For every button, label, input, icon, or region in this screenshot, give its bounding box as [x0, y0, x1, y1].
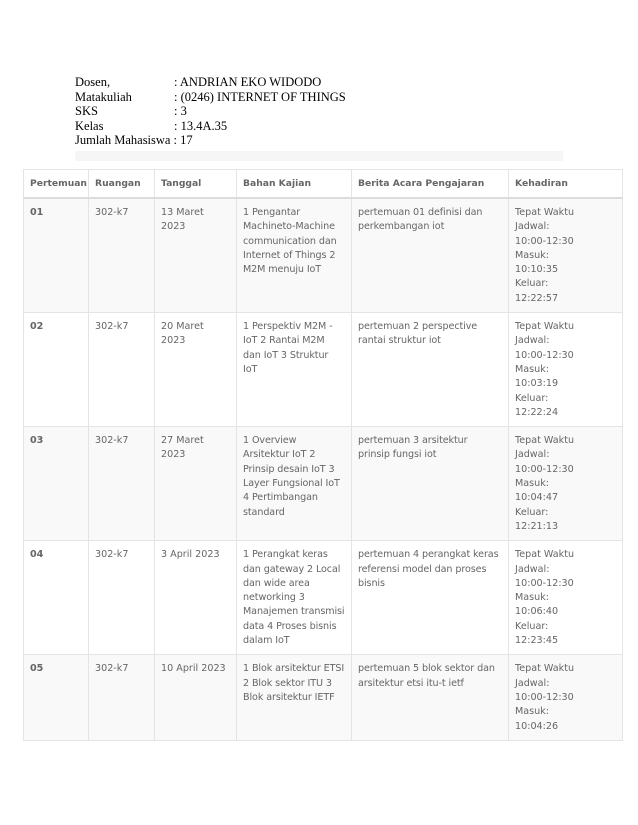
header-row-dosen — [75, 75, 346, 90]
pertemuan-cell: 03 — [24, 427, 89, 541]
kehadiran-line: 10:00-12:30 — [515, 463, 574, 475]
dosen-value: : ANDRIAN EKO WIDODO — [174, 75, 322, 89]
header-row-matakuliah — [75, 90, 346, 105]
bahan-kajian-cell: 1 Overview Arsitektur IoT 2 Prinsip desain IoT 3 Layer Fungsional IoT 4 Pertimbangan standard — [237, 427, 352, 541]
ruangan-cell: 302-k7 — [89, 198, 155, 313]
kehadiran-line: Jadwal: — [515, 563, 550, 575]
jumlah-value: : 17 — [173, 133, 193, 148]
kehadiran-line: 10:00-12:30 — [515, 349, 574, 361]
jumlah-label: Jumlah Mahasiswa — [75, 133, 171, 148]
kehadiran-line: Keluar: — [515, 392, 549, 404]
kehadiran-line: Jadwal: — [515, 449, 550, 461]
kehadiran-line: Jadwal: — [515, 221, 550, 233]
pertemuan-cell: 02 — [24, 313, 89, 427]
col-header-ruangan: Ruangan — [89, 170, 155, 199]
bahan-kajian-cell: 1 Perangkat keras dan gateway 2 Local dan wide area networking 3 Manajemen transmisi data 4 Proses bisnis dalam IoT — [237, 541, 352, 655]
kehadiran-line: Keluar: — [515, 506, 549, 518]
header-row-jumlah — [75, 133, 346, 148]
kehadiran-line: Jadwal: — [515, 335, 550, 347]
berita-acara-cell: pertemuan 4 perangkat keras referensi model dan proses bisnis — [352, 541, 509, 655]
ruangan-cell: 302-k7 — [89, 427, 155, 541]
kehadiran-line: Keluar: — [515, 620, 549, 632]
berita-acara-cell: pertemuan 2 perspective rantai struktur iot — [352, 313, 509, 427]
kehadiran-cell — [509, 655, 623, 740]
kehadiran-line: 10:06:40 — [515, 606, 559, 618]
table-row — [24, 427, 623, 541]
kehadiran-line: 10:04:47 — [515, 492, 559, 504]
bahan-kajian-cell: 1 Perspektiv M2M - IoT 2 Rantai M2M dan IoT 3 Struktur IoT — [237, 313, 352, 427]
kehadiran-cell — [509, 427, 623, 541]
pertemuan-cell: 04 — [24, 541, 89, 655]
kehadiran-line: 12:22:24 — [515, 406, 559, 418]
kelas-value: : 13.4A.35 — [174, 118, 228, 133]
kehadiran-line: Tepat Waktu — [515, 321, 575, 333]
pertemuan-cell: 05 — [24, 655, 89, 740]
bahan-kajian-cell: 1 Pengantar Machineto-Machine communication dan Internet of Things 2 M2M menuju IoT — [237, 198, 352, 313]
table-body — [24, 198, 623, 740]
pertemuan-cell: 01 — [24, 198, 89, 313]
kehadiran-line: Tepat Waktu — [515, 207, 575, 218]
tanggal-cell: 27 Maret 2023 — [155, 427, 237, 541]
kehadiran-line: 10:04:26 — [515, 720, 559, 732]
table-row — [24, 198, 623, 313]
kehadiran-cell — [509, 313, 623, 427]
tanggal-cell: 3 April 2023 — [155, 541, 237, 655]
kehadiran-line: 10:00-12:30 — [515, 577, 574, 589]
matakuliah-value: : (0246) INTERNET OF THINGS — [174, 89, 346, 104]
sks-label: SKS — [75, 104, 98, 119]
kehadiran-line: Masuk: — [515, 592, 550, 604]
col-header-tanggal: Tanggal — [155, 170, 237, 199]
kehadiran-line: Masuk: — [515, 363, 550, 375]
attendance-table — [23, 169, 623, 741]
kehadiran-line: Tepat Waktu — [515, 549, 575, 561]
matakuliah-label: Matakuliah — [75, 89, 132, 104]
table-row — [24, 655, 623, 740]
dosen-label: Dosen, — [75, 75, 111, 89]
kehadiran-line: Masuk: — [515, 249, 550, 261]
kehadiran-line: 10:10:35 — [515, 264, 559, 276]
kehadiran-line: 10:03:19 — [515, 378, 559, 390]
course-header — [75, 75, 346, 148]
ruangan-cell: 302-k7 — [89, 541, 155, 655]
tanggal-cell: 13 Maret 2023 — [155, 198, 237, 313]
col-header-kehadiran: Kehadiran — [509, 170, 623, 199]
col-header-berita-acara: Berita Acara Pengajaran — [352, 170, 509, 199]
header-row-kelas — [75, 119, 346, 134]
kehadiran-line: Tepat Waktu — [515, 663, 575, 675]
kehadiran-line: Tepat Waktu — [515, 435, 575, 447]
tanggal-cell: 20 Maret 2023 — [155, 313, 237, 427]
kehadiran-line: Keluar: — [515, 278, 549, 290]
berita-acara-cell: pertemuan 01 definisi dan perkembangan iot — [352, 198, 509, 313]
kelas-label: Kelas — [75, 118, 104, 133]
header-row-sks — [75, 104, 346, 119]
ruangan-cell: 302-k7 — [89, 655, 155, 740]
col-header-pertemuan: Pertemuan — [24, 170, 89, 199]
table-row — [24, 541, 623, 655]
berita-acara-cell: pertemuan 5 blok sektor dan arsitektur etsi itu-t ietf — [352, 655, 509, 740]
kehadiran-cell — [509, 198, 623, 313]
kehadiran-line: 12:23:45 — [515, 635, 559, 647]
kehadiran-line: Jadwal: — [515, 677, 550, 689]
header-divider — [75, 151, 563, 161]
bahan-kajian-cell: 1 Blok arsitektur ETSI 2 Blok sektor ITU 3 Blok arsitektur IETF — [237, 655, 352, 740]
kehadiran-line: Masuk: — [515, 706, 550, 718]
kehadiran-line: 12:22:57 — [515, 292, 559, 304]
kehadiran-line: Masuk: — [515, 478, 550, 490]
table-row — [24, 313, 623, 427]
kehadiran-line: 10:00-12:30 — [515, 235, 574, 247]
kehadiran-cell — [509, 541, 623, 655]
ruangan-cell: 302-k7 — [89, 313, 155, 427]
table-header-row — [24, 170, 623, 199]
tanggal-cell: 10 April 2023 — [155, 655, 237, 740]
kehadiran-line: 12:21:13 — [515, 520, 559, 532]
col-header-bahan-kajian: Bahan Kajian — [237, 170, 352, 199]
berita-acara-cell: pertemuan 3 arsitektur prinsip fungsi iot — [352, 427, 509, 541]
sks-value: : 3 — [174, 104, 187, 119]
kehadiran-line: 10:00-12:30 — [515, 691, 574, 703]
